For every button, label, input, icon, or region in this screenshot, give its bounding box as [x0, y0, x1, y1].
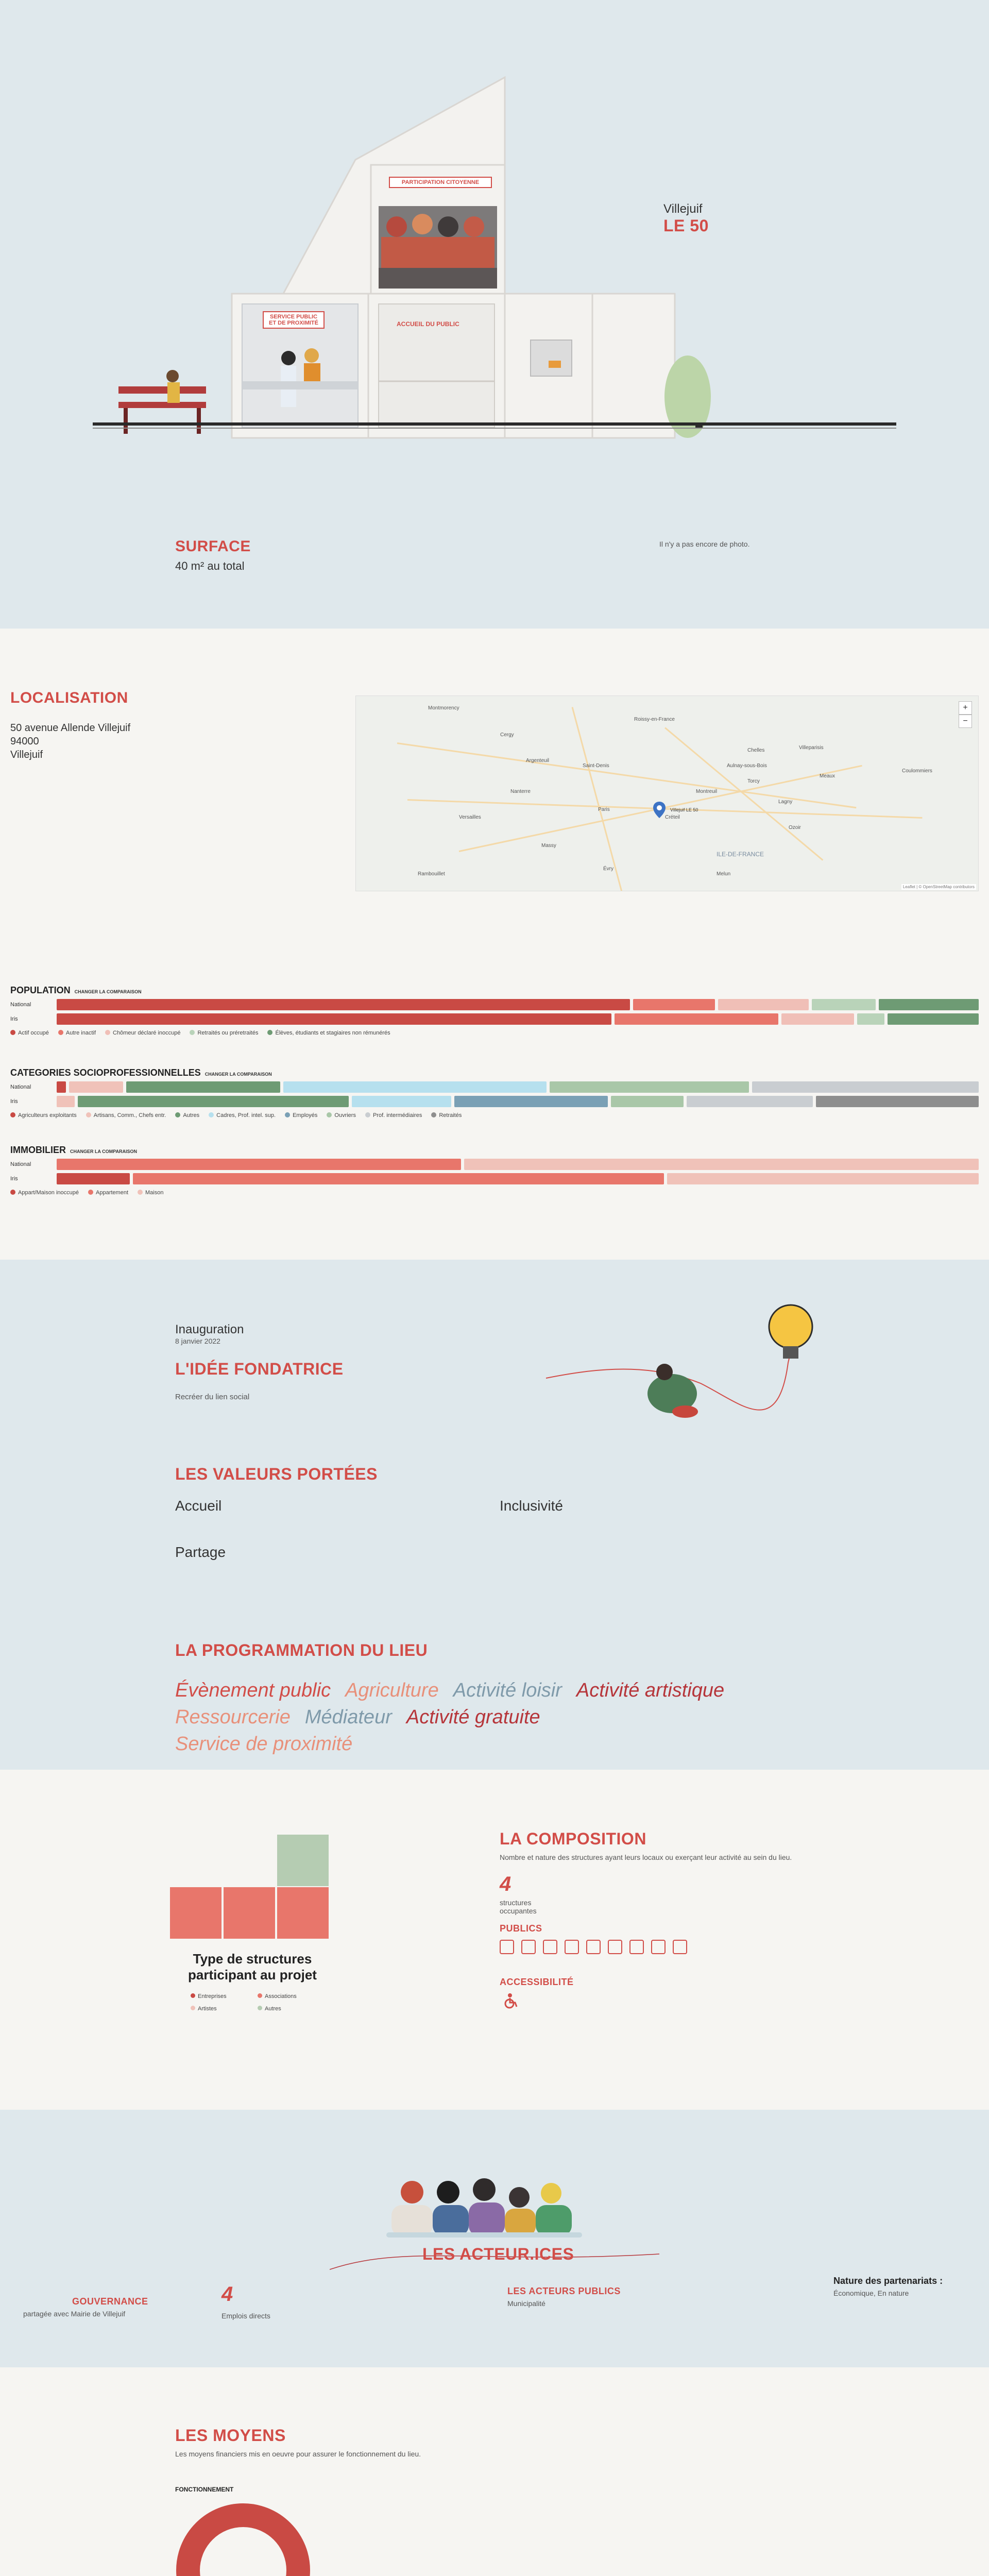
valeurs-title: LES VALEURS PORTÉES	[175, 1465, 378, 1483]
bar-segment[interactable]	[781, 1013, 854, 1025]
structure-square	[277, 1835, 329, 1886]
csp-chart	[10, 1067, 979, 1118]
lightbulb-illustration	[536, 1285, 824, 1440]
legend-item: Cadres, Prof. intel. sup.	[209, 1112, 276, 1118]
map-city: Paris	[598, 807, 610, 812]
cat-figure	[549, 361, 561, 368]
bar-segment[interactable]	[133, 1173, 664, 1184]
workers-icon	[673, 1940, 687, 1954]
person-figure	[281, 351, 296, 365]
legend-item: Agriculteurs exploitants	[10, 1112, 77, 1118]
row-label: National	[10, 1084, 31, 1090]
bar-segment[interactable]	[667, 1173, 979, 1184]
idea-section	[0, 1260, 989, 1770]
donut-slice[interactable]	[188, 2515, 298, 2576]
structure-square	[224, 1887, 275, 1939]
moyens-title: LES MOYENS	[175, 2426, 286, 2445]
stacked-bar	[57, 1173, 979, 1184]
change-comparison-link[interactable]: CHANGER LA COMPARAISON	[70, 1149, 137, 1154]
group-icon	[651, 1940, 666, 1954]
change-comparison-link[interactable]: CHANGER LA COMPARAISON	[74, 989, 142, 994]
acteurs-title: LES ACTEUR.ICES	[422, 2245, 574, 2263]
legend-item: Autres	[175, 1112, 199, 1118]
student-icon	[565, 1940, 579, 1954]
legend-item: Maison	[138, 1190, 163, 1196]
structures-count: 4	[500, 1873, 511, 1895]
immobilier-legend	[10, 1190, 979, 1196]
legend-item: Élèves, étudiants et stagiaires non rémunérés	[267, 1030, 390, 1036]
bar-segment[interactable]	[57, 1096, 75, 1107]
structures-legend	[191, 1993, 325, 2012]
legend-item: Employés	[285, 1112, 317, 1118]
ground-line	[93, 428, 896, 429]
stacked-bar	[57, 1159, 979, 1170]
composition-title: LA COMPOSITION	[500, 1829, 646, 1848]
idea-title: L'IDÉE FONDATRICE	[175, 1360, 344, 1378]
map-city: Saint-Denis	[583, 763, 609, 769]
map-city: Roissy-en-France	[634, 717, 675, 722]
accessibilite-title: ACCESSIBILITÉ	[500, 1977, 574, 1987]
map-pin-label: Villejuif LE 50	[670, 807, 698, 812]
legend-item: Chômeur déclaré inoccupé	[105, 1030, 180, 1036]
legend-item: Actif occupé	[10, 1030, 49, 1036]
nature-text: Économique, En nature	[833, 2289, 909, 2297]
map-city: Montreuil	[696, 789, 718, 794]
legend-item: Prof. intermédiaires	[365, 1112, 422, 1118]
map-city: Lagny	[778, 799, 793, 805]
publics-title: PUBLICS	[500, 1923, 542, 1934]
bar-segment[interactable]	[611, 1096, 683, 1107]
structure-square	[170, 1887, 221, 1939]
map-region: ILE-DE-FRANCE	[717, 851, 764, 858]
row-label: Iris	[10, 1176, 18, 1182]
programmation-item: Activité artistique	[576, 1680, 725, 1701]
location-map[interactable]	[355, 696, 979, 891]
map-pin-icon[interactable]	[653, 801, 666, 819]
bar-segment[interactable]	[57, 1159, 461, 1170]
legend-item: Autre inactif	[58, 1030, 96, 1036]
composition-desc: Nombre et nature des structures ayant leurs locaux ou exerçant leur activité au sein du lieu.	[500, 1853, 792, 1861]
hero-section	[0, 0, 989, 629]
person-figure	[304, 348, 319, 363]
map-city: Villeparisis	[799, 745, 824, 751]
programmation-item: Activité loisir	[453, 1680, 562, 1701]
bar-segment[interactable]	[816, 1096, 979, 1107]
emplois-label: Emplois directs	[221, 2312, 270, 2320]
map-city: Évry	[603, 866, 613, 872]
person-figure	[166, 370, 179, 382]
legend-item: Ouvriers	[327, 1112, 356, 1118]
person-figure	[437, 2181, 459, 2204]
bar-segment[interactable]	[57, 999, 630, 1010]
inauguration-date: 8 janvier 2022	[175, 1337, 220, 1345]
bar-segment[interactable]	[464, 1159, 979, 1170]
programmation-item: Médiateur	[304, 1706, 392, 1728]
population-title: POPULATION	[10, 985, 71, 995]
no-photo-text: Il n'y a pas encore de photo.	[659, 540, 750, 548]
bar-segment[interactable]	[454, 1096, 608, 1107]
surface-value: 40 m² au total	[175, 560, 245, 572]
composition-section	[0, 1770, 989, 2110]
map-city: Ozoir	[789, 825, 801, 831]
legend-item: Artistes	[191, 2006, 258, 2012]
change-comparison-link[interactable]: CHANGER LA COMPARAISON	[204, 1072, 272, 1077]
valeur-item: Inclusivité	[500, 1498, 563, 1514]
valeur-item: Accueil	[175, 1498, 222, 1514]
map-city: Massy	[541, 843, 556, 849]
home-icon	[629, 1940, 644, 1954]
nature-title: Nature des partenariats :	[833, 2276, 943, 2286]
bar-segment[interactable]	[812, 999, 876, 1010]
group-bodies	[381, 237, 494, 268]
map-attribution[interactable]: Leaflet | © OpenStreetMap contributors	[901, 884, 976, 890]
map-city: Créteil	[665, 815, 680, 820]
building-illustration	[88, 72, 912, 443]
map-city: Coulommiers	[902, 768, 932, 774]
moyens-desc: Les moyens financiers mis en oeuvre pour assurer le fonctionnement du lieu.	[175, 2450, 421, 2458]
table	[379, 268, 497, 289]
population-legend	[10, 1030, 979, 1036]
gouvernance-title: GOUVERNANCE	[72, 2296, 148, 2307]
person-figure	[464, 216, 484, 237]
map-city: Cergy	[500, 732, 514, 738]
row-label: Iris	[10, 1098, 18, 1105]
bar-segment[interactable]	[57, 1013, 611, 1025]
csp-title: CATEGORIES SOCIOPROFESSIONNELLES	[10, 1067, 201, 1078]
ground-line	[93, 422, 896, 426]
immobilier-chart	[10, 1145, 979, 1196]
bench	[118, 386, 206, 394]
stacked-bar	[57, 1013, 979, 1025]
family-icon	[500, 1940, 514, 1954]
bar-segment[interactable]	[879, 999, 979, 1010]
bar-segment[interactable]	[126, 1081, 280, 1093]
senior-icon	[521, 1940, 536, 1954]
map-city: Chelles	[747, 748, 765, 753]
publics-icons	[500, 1940, 694, 1957]
person-icon	[586, 1940, 601, 1954]
bar-segment[interactable]	[550, 1081, 749, 1093]
bar-segment[interactable]	[752, 1081, 979, 1093]
surface-title: SURFACE	[175, 538, 251, 555]
map-city: Aulnay-sous-Bois	[727, 763, 767, 769]
legend-item: Autres	[258, 2006, 325, 2012]
child-icon	[608, 1940, 622, 1954]
plant	[664, 355, 711, 438]
map-road	[397, 742, 857, 808]
address	[10, 721, 130, 761]
fonctionnement-label: FONCTIONNEMENT	[175, 2486, 234, 2493]
structures-label: structures occupantes	[500, 1899, 537, 1915]
stacked-bar	[57, 999, 979, 1010]
inauguration-label: Inauguration	[175, 1323, 244, 1336]
chart-title: Type de structures participant au projet	[188, 1951, 317, 1982]
fonctionnement-donut-chart	[175, 2502, 311, 2576]
city-name: Villejuif	[663, 202, 703, 216]
immobilier-title: IMMOBILIER	[10, 1145, 66, 1155]
legend-item: Entreprises	[191, 1993, 258, 1999]
structures-chart	[167, 1832, 337, 1945]
programmation-item: Service de proximité	[175, 1733, 353, 1755]
person-figure	[412, 214, 433, 234]
map-city: Meaux	[820, 773, 835, 779]
bar-segment[interactable]	[283, 1081, 546, 1093]
address-line: Villejuif	[10, 749, 43, 760]
map-city: Melun	[717, 871, 731, 877]
csp-legend	[10, 1112, 979, 1118]
row-label: National	[10, 1161, 31, 1167]
map-city: Nanterre	[510, 789, 531, 794]
lightbulb-icon	[769, 1305, 812, 1348]
localisation-section	[0, 629, 989, 1260]
legend-item: Appartement	[88, 1190, 128, 1196]
moyens-section	[0, 2367, 989, 2576]
youth-icon	[543, 1940, 557, 1954]
participation-tag: PARTICIPATION CITOYENNE	[389, 177, 492, 188]
person-figure	[509, 2187, 530, 2208]
map-city: Versailles	[459, 815, 481, 820]
emplois-count: 4	[221, 2283, 233, 2306]
bar-segment[interactable]	[888, 1013, 979, 1025]
bar-segment[interactable]	[718, 999, 809, 1010]
stacked-bar	[57, 1081, 979, 1093]
programmation-list	[175, 1677, 742, 1757]
bar-segment[interactable]	[57, 1081, 66, 1093]
address-line: 94000	[10, 736, 39, 747]
idea-text: Recréer du lien social	[175, 1393, 250, 1401]
place-name: LE 50	[663, 216, 709, 235]
gouvernance-text: partagée avec Mairie de Villejuif	[23, 2310, 126, 2318]
person-figure	[438, 216, 458, 237]
map-city: Torcy	[747, 778, 760, 784]
wheelchair-icon	[503, 1992, 519, 2009]
population-chart	[10, 985, 979, 1036]
legend-item: Associations	[258, 1993, 325, 1999]
map-road	[572, 707, 624, 891]
map-city: Montmorency	[428, 705, 459, 711]
acteurs-publics-title: LES ACTEURS PUBLICS	[507, 2286, 621, 2296]
structure-square	[277, 1887, 329, 1939]
legend-item: Retraités	[431, 1112, 462, 1118]
bar-segment[interactable]	[687, 1096, 813, 1107]
legend-item: Artisans, Comm., Chefs entr.	[86, 1112, 166, 1118]
person-figure	[386, 216, 407, 237]
acteurs-section	[0, 2110, 989, 2367]
programmation-item: Évènement public	[175, 1680, 331, 1701]
bar-segment[interactable]	[615, 1013, 778, 1025]
acteurs-publics-text: Municipalité	[507, 2299, 545, 2308]
zoom-in-button[interactable]: +	[959, 701, 972, 715]
row-label: National	[10, 1002, 31, 1008]
localisation-title: LOCALISATION	[10, 689, 128, 706]
bar-segment[interactable]	[352, 1096, 451, 1107]
person-figure	[401, 2181, 423, 2204]
programmation-item: Agriculture	[345, 1680, 439, 1701]
bar-segment[interactable]	[78, 1096, 349, 1107]
person-figure	[473, 2178, 496, 2201]
map-city: Argenteuil	[526, 758, 550, 764]
row-label: Iris	[10, 1016, 18, 1022]
zoom-out-button[interactable]: −	[959, 715, 972, 728]
service-tag: SERVICE PUBLIC ET DE PROXIMITÉ	[263, 311, 325, 329]
bar-segment[interactable]	[57, 1173, 130, 1184]
bar-segment[interactable]	[69, 1081, 124, 1093]
person-figure	[541, 2183, 561, 2204]
stacked-bar	[57, 1096, 979, 1107]
programmation-item: Activité gratuite	[406, 1706, 540, 1728]
bar-segment[interactable]	[633, 999, 715, 1010]
legend-item: Appart/Maison inoccupé	[10, 1190, 79, 1196]
address-line: 50 avenue Allende Villejuif	[10, 722, 131, 734]
accueil-label: ACCUEIL DU PUBLIC	[397, 320, 459, 328]
programmation-title: LA PROGRAMMATION DU LIEU	[175, 1641, 428, 1659]
programmation-item: Ressourcerie	[175, 1706, 291, 1728]
bar-segment[interactable]	[857, 1013, 884, 1025]
valeur-item: Partage	[175, 1544, 226, 1560]
map-city: Rambouillet	[418, 871, 445, 877]
legend-item: Retraités ou préretraités	[190, 1030, 258, 1036]
